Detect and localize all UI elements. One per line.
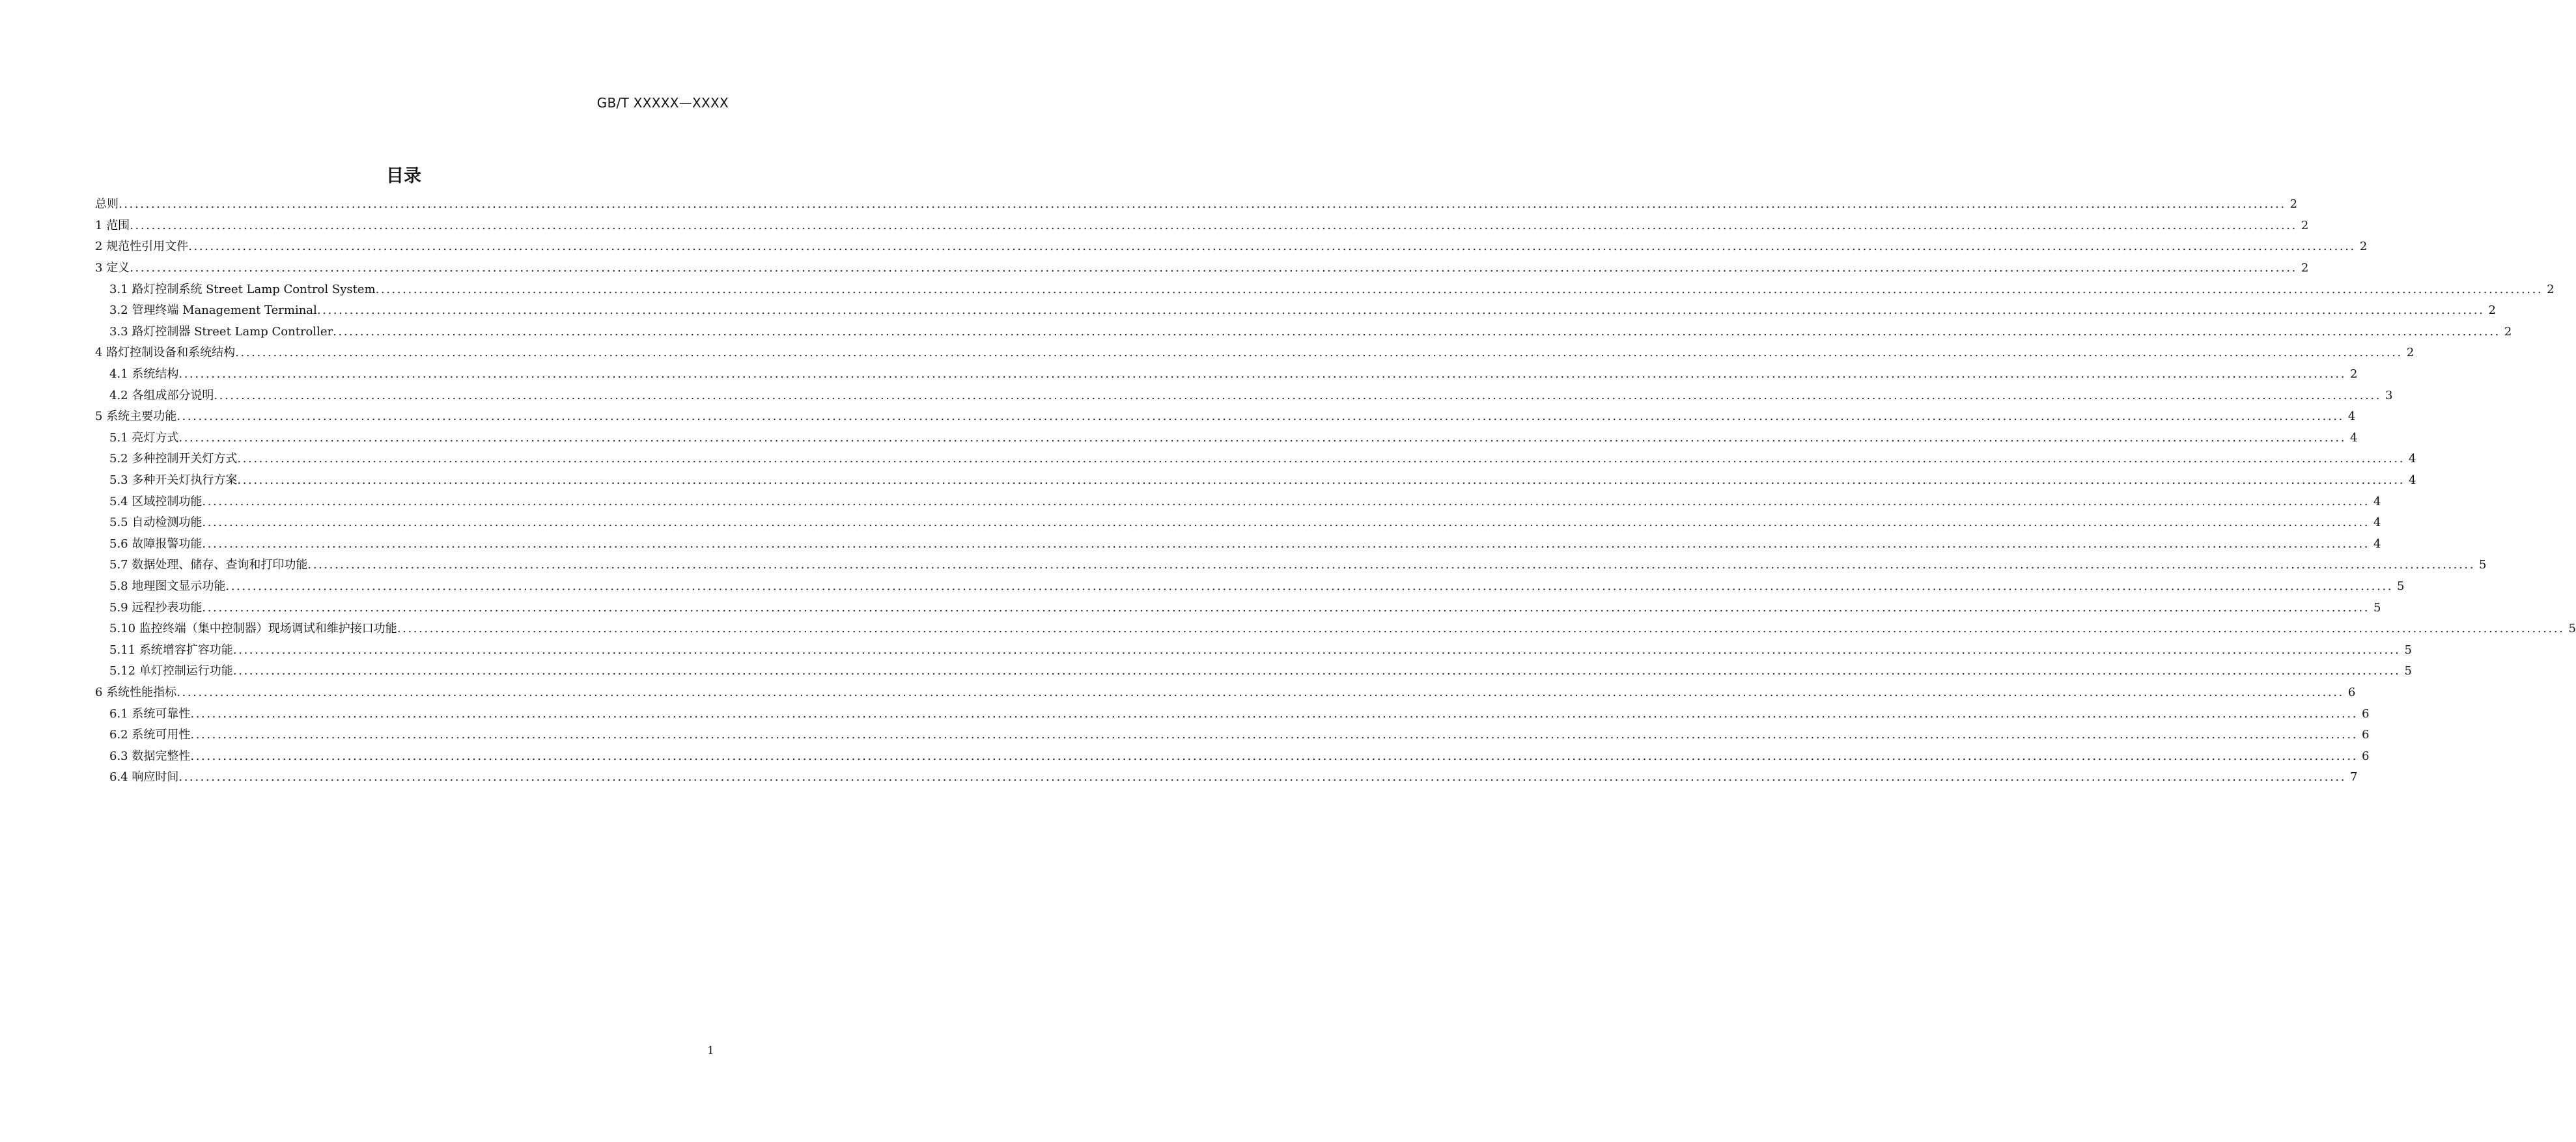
toc-entry-label: 系统性能指标 [106, 685, 177, 699]
toc-entry-label: 故障报警功能 [132, 536, 203, 551]
page-title: 目录 [386, 166, 421, 186]
toc-entry-page: 2 [2488, 303, 2496, 318]
toc-entry-label: 范围 [106, 218, 130, 232]
toc-entry-number: 6.2 [109, 728, 128, 742]
toc-entry-number: 3.1 [109, 282, 128, 296]
toc-entry[interactable] [95, 258, 2309, 279]
toc-entry-label: 区域控制功能 [132, 494, 203, 508]
toc-entry[interactable] [95, 576, 2405, 598]
toc-entry-number: 5.11 [109, 643, 136, 657]
toc-dot-leader: ................................................................................................................................................................................................................................................................................................................................................................................................................ [202, 494, 2370, 508]
toc-entry-page: 5 [2479, 558, 2487, 572]
toc-entry-label: 定义 [106, 261, 130, 275]
toc-dot-leader: ................................................................................................................................................................................................................................................................................................................................................................................................................ [232, 643, 2401, 657]
toc-entry-number: 5.12 [109, 664, 136, 678]
toc-entry[interactable] [95, 470, 2416, 492]
toc-entry-page: 5 [2404, 643, 2412, 657]
toc-entry[interactable] [95, 639, 2412, 661]
toc-entry[interactable] [95, 619, 2576, 640]
toc-entry-number: 6.3 [109, 749, 128, 763]
toc-entry-page: 2 [2504, 324, 2512, 339]
toc-entry[interactable] [95, 745, 2370, 767]
toc-dot-leader: ................................................................................................................................................................................................................................................................................................................................................................................................................ [202, 536, 2370, 551]
toc-entry-page: 2 [2301, 261, 2309, 275]
toc-entry-page: 5 [2373, 600, 2381, 615]
toc-entry-number: 2 [95, 240, 103, 254]
toc-dot-leader: ................................................................................................................................................................................................................................................................................................................................................................................................................ [225, 579, 2394, 593]
toc-entry-label: 系统结构 [132, 367, 179, 382]
toc-entry[interactable] [95, 449, 2416, 470]
toc-entry-page: 4 [2373, 494, 2381, 508]
toc-entry[interactable] [95, 682, 2356, 704]
toc-entry-page: 4 [2409, 452, 2416, 466]
toc-entry-number: 4.2 [109, 388, 128, 402]
toc-dot-leader: ................................................................................................................................................................................................................................................................................................................................................................................................................ [130, 218, 2297, 232]
toc-entry-number: 1 [95, 218, 103, 232]
toc-entry[interactable] [95, 767, 2358, 788]
toc-dot-leader: ................................................................................................................................................................................................................................................................................................................................................................................................................ [178, 430, 2347, 445]
toc-entry-label: 响应时间 [132, 770, 179, 785]
toc-entry-number: 6.1 [109, 706, 128, 721]
toc-entry[interactable] [95, 279, 2555, 300]
toc-dot-leader: ................................................................................................................................................................................................................................................................................................................................................................................................................ [397, 622, 2565, 636]
toc-entry-label: 亮灯方式 [132, 430, 179, 445]
toc-entry-number: 5.3 [109, 473, 128, 488]
toc-entry-label: 系统可靠性 [132, 706, 191, 721]
toc-entry[interactable] [95, 216, 2309, 237]
toc-dot-leader: ................................................................................................................................................................................................................................................................................................................................................................................................................ [237, 473, 2405, 488]
toc-dot-leader: ................................................................................................................................................................................................................................................................................................................................................................................................................ [188, 240, 2356, 254]
toc-entry-label: 单灯控制运行功能 [139, 664, 233, 678]
toc-entry-page: 2 [2289, 197, 2298, 212]
toc-entry-number: 5.7 [109, 558, 128, 572]
toc-entry-number: 6.4 [109, 770, 128, 785]
toc-entry-number: 5.9 [109, 600, 128, 615]
toc-entry-number: 5.5 [109, 516, 128, 530]
toc-entry-page: 5 [2568, 622, 2576, 636]
toc-dot-leader: ................................................................................................................................................................................................................................................................................................................................................................................................................ [307, 558, 2476, 572]
toc-entry-number: 5.4 [109, 494, 128, 508]
toc-entry-page: 4 [2373, 536, 2381, 551]
toc-entry-page: 6 [2347, 685, 2356, 699]
toc-entry[interactable] [95, 342, 2415, 364]
toc-entry-label: 各组成部分说明 [132, 388, 214, 402]
toc-entry[interactable] [95, 661, 2412, 682]
toc-entry[interactable] [95, 194, 2298, 216]
toc-entry-page: 4 [2409, 473, 2416, 488]
toc-entry-number: 3.2 [109, 303, 128, 318]
toc-entry[interactable] [95, 364, 2358, 385]
toc-dot-leader: ................................................................................................................................................................................................................................................................................................................................................................................................................ [190, 706, 2359, 721]
toc-entry-page: 5 [2397, 579, 2405, 593]
toc-entry[interactable] [95, 428, 2358, 449]
toc-entry-number: 3.3 [109, 324, 128, 339]
toc-dot-leader: ................................................................................................................................................................................................................................................................................................................................................................................................................ [178, 770, 2347, 785]
toc-entry-label: 系统可用性 [132, 728, 191, 742]
toc-entry-label: 数据处理、储存、查询和打印功能 [132, 558, 308, 572]
toc-entry-page: 2 [2547, 282, 2555, 296]
toc-dot-leader: ................................................................................................................................................................................................................................................................................................................................................................................................................ [190, 749, 2359, 763]
toc-entry-page: 4 [2347, 410, 2356, 424]
toc-dot-leader: ................................................................................................................................................................................................................................................................................................................................................................................................................ [176, 410, 2344, 424]
toc-entry[interactable] [95, 491, 2381, 512]
toc-entry-label: 路灯控制设备和系统结构 [106, 346, 236, 360]
toc-entry[interactable] [95, 597, 2381, 619]
page-number: 1 [707, 1044, 714, 1057]
toc-dot-leader: ................................................................................................................................................................................................................................................................................................................................................................................................................ [190, 728, 2359, 742]
toc-entry-label: 系统增容扩容功能 [139, 643, 233, 657]
toc-dot-leader: ................................................................................................................................................................................................................................................................................................................................................................................................................ [130, 261, 2297, 275]
toc-entry-label: 总则 [95, 197, 119, 212]
toc-entry-label: 数据完整性 [132, 749, 191, 763]
toc-dot-leader: ................................................................................................................................................................................................................................................................................................................................................................................................................ [178, 367, 2347, 382]
toc-entry-number: 4 [95, 346, 103, 360]
toc-entry-page: 2 [2350, 367, 2358, 382]
toc-entry-label: 多种开关灯执行方案 [132, 473, 238, 488]
toc-dot-leader: ................................................................................................................................................................................................................................................................................................................................................................................................................ [202, 516, 2370, 530]
toc-dot-leader: ................................................................................................................................................................................................................................................................................................................................................................................................................ [232, 664, 2401, 678]
toc-entry-page: 5 [2404, 664, 2412, 678]
toc-dot-leader: ................................................................................................................................................................................................................................................................................................................................................................................................................ [214, 388, 2382, 402]
toc-entry-label: 路灯控制系统 Street Lamp Control System [132, 282, 376, 296]
toc-dot-leader: ................................................................................................................................................................................................................................................................................................................................................................................................................ [235, 346, 2403, 360]
toc-entry-page: 7 [2350, 770, 2358, 785]
toc-entry-label: 监控终端（集中控制器）现场调试和维护接口功能 [139, 622, 397, 636]
toc-dot-leader: ................................................................................................................................................................................................................................................................................................................................................................................................................ [333, 324, 2500, 339]
toc-entry-label: 规范性引用文件 [106, 240, 189, 254]
toc-entry-page: 3 [2385, 388, 2393, 402]
toc-entry-page: 2 [2406, 346, 2415, 360]
toc-entry-label: 路灯控制器 Street Lamp Controller [132, 324, 333, 339]
toc-entry-page: 2 [2359, 240, 2368, 254]
toc-entry-page: 4 [2373, 516, 2381, 530]
toc-entry-number: 5.1 [109, 430, 128, 445]
toc-entry-page: 6 [2362, 706, 2370, 721]
toc-entry-page: 4 [2350, 430, 2358, 445]
toc-entry-number: 5.8 [109, 579, 128, 593]
toc-entry-number: 3 [95, 261, 103, 275]
toc-entry-page: 2 [2301, 218, 2309, 232]
toc-entry[interactable] [95, 406, 2356, 428]
toc-entry-label: 自动检测功能 [132, 516, 203, 530]
toc-entry[interactable] [95, 555, 2487, 576]
toc-entry-number: 5.10 [109, 622, 136, 636]
toc-entry[interactable] [95, 385, 2393, 406]
toc-entry[interactable] [95, 703, 2370, 725]
toc-dot-leader: ................................................................................................................................................................................................................................................................................................................................................................................................................ [316, 303, 2485, 318]
toc-dot-leader: ................................................................................................................................................................................................................................................................................................................................................................................................................ [176, 685, 2344, 699]
toc-entry[interactable] [95, 300, 2496, 322]
toc-entry-label: 地理图文显示功能 [132, 579, 226, 593]
toc-entry-page: 6 [2362, 728, 2370, 742]
toc-entry-label: 多种控制开关灯方式 [132, 452, 238, 466]
toc-dot-leader: ................................................................................................................................................................................................................................................................................................................................................................................................................ [202, 600, 2370, 615]
toc-entry-label: 远程抄表功能 [132, 600, 203, 615]
table-of-contents [95, 194, 2576, 788]
toc-entry-label: 管理终端 Management Terminal [132, 303, 317, 318]
toc-entry[interactable] [95, 534, 2381, 555]
toc-dot-leader: ................................................................................................................................................................................................................................................................................................................................................................................................................ [375, 282, 2543, 296]
toc-entry-number: 6 [95, 685, 103, 699]
toc-entry-number: 5.6 [109, 536, 128, 551]
toc-entry-number: 4.1 [109, 367, 128, 382]
toc-entry-label: 系统主要功能 [106, 410, 177, 424]
standard-code: GB/T XXXXX—XXXX [596, 95, 729, 111]
toc-entry[interactable] [95, 236, 2368, 258]
toc-entry-number: 5.2 [109, 452, 128, 466]
toc-dot-leader: ................................................................................................................................................................................................................................................................................................................................................................................................................ [237, 452, 2405, 466]
toc-dot-leader: ................................................................................................................................................................................................................................................................................................................................................................................................................ [119, 197, 2286, 212]
toc-entry[interactable] [95, 725, 2370, 746]
toc-entry[interactable] [95, 512, 2381, 534]
toc-entry[interactable] [95, 322, 2512, 343]
toc-entry-number: 5 [95, 410, 103, 424]
toc-entry-page: 6 [2362, 749, 2370, 763]
